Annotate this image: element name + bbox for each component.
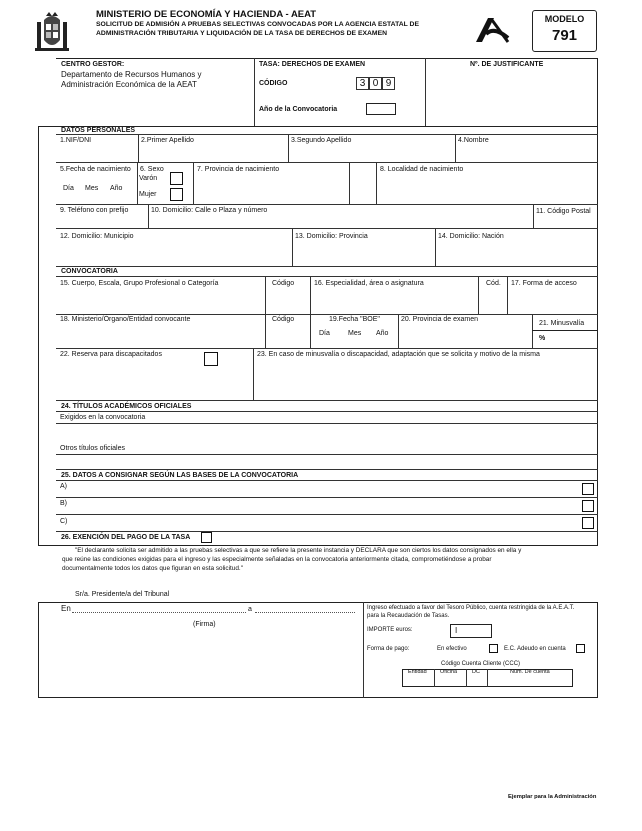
nombre-label: 4.Nombre bbox=[458, 137, 489, 144]
fecha-anio-label: Año bbox=[110, 185, 123, 192]
exencion-checkbox[interactable] bbox=[201, 532, 212, 543]
rule bbox=[435, 228, 436, 266]
rule bbox=[265, 276, 266, 314]
especialidad-cod-label: Cód. bbox=[486, 280, 501, 287]
boe-dia-label: Día bbox=[319, 330, 330, 337]
segundo-apellido-label: 3.Segundo Apellido bbox=[291, 137, 352, 144]
rule bbox=[56, 348, 598, 349]
fecha-boe-label: 19.Fecha "BOE" bbox=[329, 316, 380, 323]
reserva-checkbox[interactable] bbox=[204, 352, 218, 366]
datos-personales-title: DATOS PERSONALES bbox=[61, 127, 136, 134]
boe-anio-label: Año bbox=[376, 330, 389, 337]
importe-label: IMPORTE euros: bbox=[367, 627, 413, 633]
modelo-number: 791 bbox=[551, 27, 578, 44]
importe-value: I bbox=[455, 626, 458, 635]
municipio-label: 12. Domicilio: Municipio bbox=[60, 233, 134, 240]
rule bbox=[434, 669, 435, 687]
bases-c-label: C) bbox=[60, 518, 68, 525]
aeat-logo-icon bbox=[472, 12, 512, 48]
bases-a-checkbox[interactable] bbox=[582, 483, 594, 495]
ccc-dc-label: DC bbox=[472, 669, 480, 675]
mujer-checkbox[interactable] bbox=[170, 188, 183, 201]
ccc-oficina-label: Oficina bbox=[440, 669, 458, 675]
declaracion-line3: documentalmente todos los datos que figuran en esta solicitud." bbox=[62, 565, 243, 572]
rule bbox=[253, 348, 254, 400]
codigo-digit-2: 0 bbox=[369, 77, 382, 90]
rule bbox=[56, 400, 598, 401]
cuerpo-label: 15. Cuerpo, Escala, Grupo Profesional o Categoría bbox=[60, 280, 219, 287]
titulos-otros-label: Otros títulos oficiales bbox=[60, 445, 125, 452]
cuerpo-codigo-label: Código bbox=[272, 280, 295, 287]
signature-area[interactable] bbox=[60, 630, 356, 694]
minusvalia-label: 21. Minusvalía bbox=[539, 320, 585, 327]
bases-a-label: A) bbox=[60, 483, 67, 490]
firma-a-label: a bbox=[248, 606, 252, 613]
coat-of-arms-icon bbox=[34, 10, 70, 54]
rule bbox=[56, 469, 598, 470]
justificante-label: Nº. DE JUSTIFICANTE bbox=[470, 61, 544, 68]
efectivo-label: En efectivo bbox=[437, 646, 467, 652]
tasa-label: TASA: DERECHOS DE EXAMEN bbox=[259, 61, 366, 68]
firma-label: (Firma) bbox=[193, 621, 216, 628]
ingreso-line2: para la Recaudación de Tasas. bbox=[367, 613, 450, 619]
ccc-entidad-label: Entidad bbox=[408, 669, 427, 675]
rule bbox=[72, 612, 246, 613]
rule bbox=[265, 314, 266, 348]
rule bbox=[148, 204, 149, 228]
anio-convocatoria-field[interactable] bbox=[366, 103, 396, 115]
adaptacion-label: 23. En caso de minusvalía o discapacidad, adaptación que se solicita y motivo de la misma bbox=[257, 351, 540, 358]
top-divider-2 bbox=[425, 58, 426, 126]
mujer-label: Mujer bbox=[139, 191, 157, 198]
fecha-dia-label: Día bbox=[63, 185, 74, 192]
codigo-label: CÓDIGO bbox=[259, 80, 288, 87]
reserva-label: 22. Reserva para discapacitados bbox=[60, 351, 162, 358]
codigo-digit-1: 3 bbox=[356, 77, 369, 90]
titulos-title: 24. TÍTULOS ACADÉMICOS OFICIALES bbox=[61, 403, 192, 410]
especialidad-label: 16. Especialidad, área o asignatura bbox=[314, 280, 424, 287]
ministry-title: MINISTERIO DE ECONOMÍA Y HACIENDA - AEAT bbox=[96, 9, 317, 20]
efectivo-checkbox[interactable] bbox=[489, 644, 498, 653]
codigo-digit-3: 9 bbox=[382, 77, 395, 90]
rule bbox=[310, 276, 311, 314]
rule bbox=[56, 314, 598, 315]
ingreso-line1: Ingreso efectuado a favor del Tesoro Público, cuenta restringida de la A.E.A.T. bbox=[367, 605, 575, 611]
rule bbox=[193, 162, 194, 204]
rule bbox=[56, 204, 598, 205]
minusvalia-percent: % bbox=[539, 335, 546, 342]
rule bbox=[56, 266, 598, 267]
rule bbox=[288, 134, 289, 162]
centro-gestor-label: CENTRO GESTOR: bbox=[61, 61, 125, 68]
domicilio-label: 10. Domicilio: Calle o Plaza y número bbox=[151, 207, 268, 214]
rule bbox=[56, 423, 598, 424]
nacion-label: 14. Domicilio: Nación bbox=[438, 233, 504, 240]
rule bbox=[398, 314, 399, 348]
rule bbox=[376, 162, 377, 204]
presidente-label: Sr/a. Presidente/a del Tribunal bbox=[75, 591, 170, 598]
declaracion-line1: "El declarante solicita ser admitido a las pruebas selectivas a que se refiere la presente instancia y DECLARA que son ciertos los datos consignados en ella y bbox=[75, 547, 522, 554]
ministerio-codigo-label: Código bbox=[272, 316, 295, 323]
ccc-num-cuenta-label: Núm. De cuenta bbox=[510, 669, 550, 675]
rule bbox=[56, 411, 598, 412]
rule bbox=[56, 228, 598, 229]
varon-checkbox[interactable] bbox=[170, 172, 183, 185]
rule bbox=[56, 480, 598, 481]
rule bbox=[292, 228, 293, 266]
firma-en-label: En bbox=[61, 604, 71, 613]
ministerio-label: 18. Ministerio/Órgano/Entidad convocante bbox=[60, 316, 191, 323]
rule bbox=[533, 204, 534, 228]
top-divider-1 bbox=[254, 58, 255, 126]
bases-b-checkbox[interactable] bbox=[582, 500, 594, 512]
rule bbox=[56, 497, 598, 498]
modelo-label: MODELO bbox=[544, 14, 585, 24]
rule bbox=[56, 454, 598, 455]
bases-b-label: B) bbox=[60, 500, 67, 507]
form-subtitle-line1: SOLICITUD DE ADMISIÓN A PRUEBAS SELECTIVAS CONVOCADAS POR LA AGENCIA ESTATAL DE bbox=[96, 21, 419, 28]
ccc-label: Código Cuenta Cliente (CCC) bbox=[441, 661, 521, 667]
rule bbox=[56, 276, 598, 277]
localidad-nacimiento-label: 8. Localidad de nacimiento bbox=[380, 166, 464, 173]
sexo-label: 6. Sexo bbox=[140, 166, 164, 173]
provincia-nacimiento-label: 7. Provincia de nacimiento bbox=[197, 166, 280, 173]
declaracion-line2: que reúne las condiciones exigidas para el ingreso y las especialmente señaladas en la convocatoria anteriormente citada, comprometiéndose a probar bbox=[62, 556, 492, 563]
bases-c-checkbox[interactable] bbox=[582, 517, 594, 529]
rule bbox=[255, 612, 355, 613]
centro-gestor-line1: Departamento de Recursos Humanos y bbox=[61, 70, 202, 79]
rule bbox=[363, 602, 364, 698]
primer-apellido-label: 2.Primer Apellido bbox=[141, 137, 194, 144]
forma-pago-label: Forma de pago: bbox=[367, 646, 410, 652]
rule bbox=[349, 162, 350, 204]
anio-convocatoria-label: Año de la Convocatoria bbox=[259, 106, 338, 113]
convocatoria-title: CONVOCATORIA bbox=[61, 268, 118, 275]
rule bbox=[507, 276, 508, 314]
rule bbox=[310, 314, 311, 348]
provincia-examen-label: 20. Provincia de examen bbox=[401, 316, 479, 323]
provincia-label: 13. Domicilio: Provincia bbox=[295, 233, 368, 240]
telefono-label: 9. Teléfono con prefijo bbox=[60, 207, 129, 214]
ejemplar-label: Ejemplar para la Administración bbox=[508, 794, 597, 800]
titulos-exigidos-label: Exigidos en la convocatoria bbox=[60, 414, 146, 421]
rule bbox=[56, 514, 598, 515]
top-block-frame bbox=[56, 58, 598, 126]
rule bbox=[487, 669, 488, 687]
codigo-postal-label: 11. Código Postal bbox=[536, 208, 591, 215]
rule bbox=[478, 276, 479, 314]
rule bbox=[466, 669, 467, 687]
centro-gestor-line2: Administración Económica de la AEAT bbox=[61, 80, 197, 89]
fecha-nacimiento-label: 5.Fecha de nacimiento bbox=[60, 166, 131, 173]
adeudo-checkbox[interactable] bbox=[576, 644, 585, 653]
rule bbox=[455, 134, 456, 162]
adeudo-label: E.C. Adeudo en cuenta bbox=[504, 646, 566, 652]
rule bbox=[138, 134, 139, 162]
fecha-mes-label: Mes bbox=[85, 185, 99, 192]
varon-label: Varón bbox=[139, 175, 158, 182]
bases-title: 25. DATOS A CONSIGNAR SEGÚN LAS BASES DE LA CONVOCATORIA bbox=[61, 472, 299, 479]
form-subtitle-line2: ADMINISTRACIÓN TRIBUTARIA Y LIQUIDACIÓN DE LA TASA DE DERECHOS DE EXAMEN bbox=[96, 30, 388, 37]
rule bbox=[56, 531, 598, 532]
forma-acceso-label: 17. Forma de acceso bbox=[511, 280, 577, 287]
rule bbox=[137, 162, 138, 204]
nif-label: 1.NIF/DNI bbox=[60, 137, 92, 144]
boe-mes-label: Mes bbox=[348, 330, 362, 337]
exencion-label: 26. EXENCIÓN DEL PAGO DE LA TASA bbox=[61, 534, 191, 541]
